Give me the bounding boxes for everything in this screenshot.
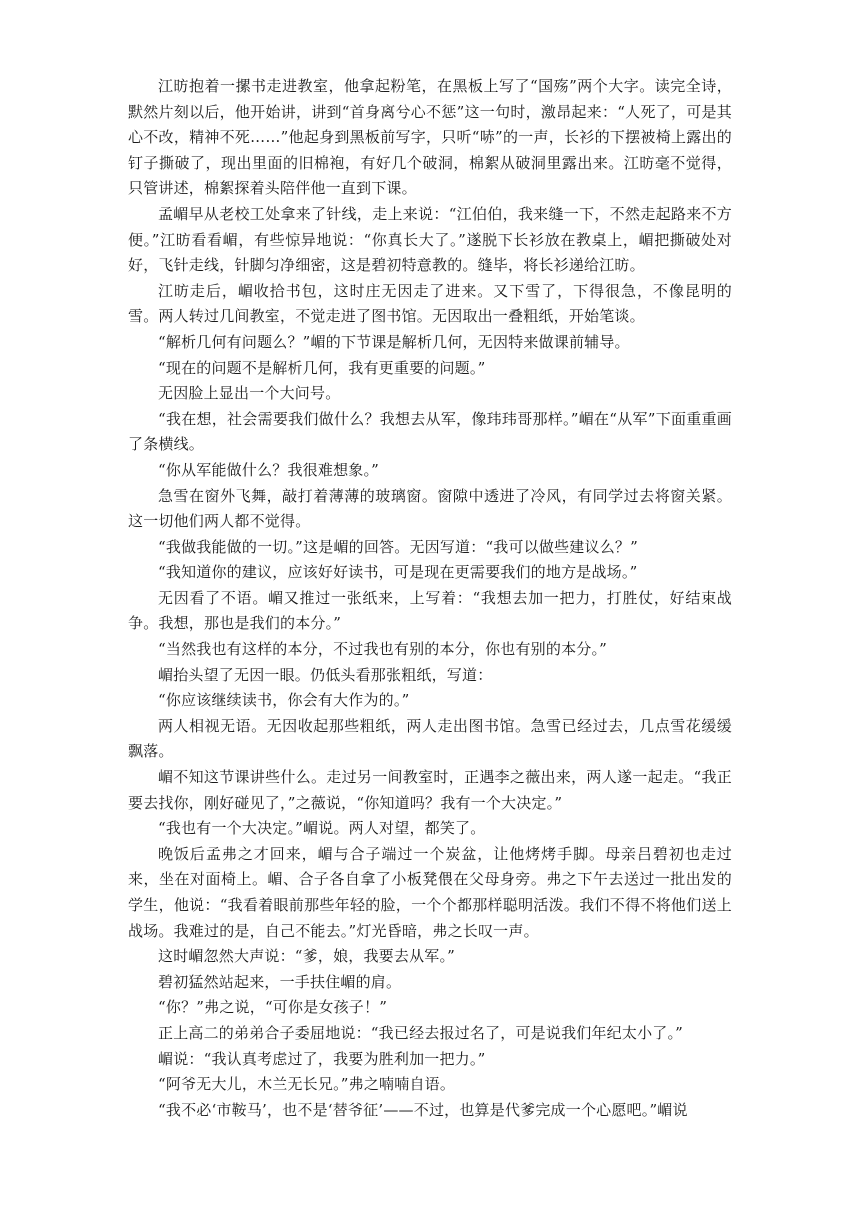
- paragraph: 无因看了不语。嵋又推过一张纸来，上写着：“我想去加一把力，打胜仗，好结束战争。我想，那也是我们的本分。”: [128, 588, 732, 633]
- paragraph: “我在想，社会需要我们做什么？我想去从军，像玮玮哥那样。”嵋在“从军”下面重重画了条横线。: [128, 409, 732, 454]
- paragraph: “现在的问题不是解析几何，我有更重要的问题。”: [158, 358, 486, 377]
- paragraph: 碧初猛然站起来，一手扶住嵋的肩。: [158, 972, 402, 991]
- paragraph: 孟嵋早从老校工处拿来了针线，走上来说：“江伯伯，我来缝一下，不然走起路来不方便。”江昉看看嵋，有些惊异地说：“你真长大了。”遂脱下长衫放在教桌上，嵋把撕破处对好，飞针走线，针脚匀净细密，这是碧初特意教的。缝毕，将长衫递给江昉。: [128, 204, 732, 275]
- paragraph: “你应该继续读书，你会有大作为的。”: [158, 691, 410, 710]
- paragraph: 这时嵋忽然大声说：“爹，娘，我要去从军。”: [158, 947, 456, 966]
- article-body: [128, 74, 732, 1123]
- paragraph: “我知道你的建议，应该好好读书，可是现在更需要我们的地方是战场。”: [158, 563, 638, 582]
- paragraph: “我做我能做的一切。”这是嵋的回答。无因写道：“我可以做些建议么？”: [158, 537, 638, 556]
- paragraph: “阿爷无大儿，木兰无长兄。”弗之喃喃自语。: [158, 1075, 456, 1094]
- paragraph: “你从军能做什么？我很难想象。”: [158, 460, 380, 479]
- paragraph: 急雪在窗外飞舞，敲打着薄薄的玻璃窗。窗隙中透进了冷风，有同学过去将窗关紧。这一切他们两人都不觉得。: [128, 486, 732, 531]
- paragraph: “解析几何有问题么？”嵋的下节课是解析几何，无因特来做课前辅导。: [158, 332, 630, 351]
- paragraph: 正上高二的弟弟合子委屈地说：“我已经去报过名了，可是说我们年纪太小了。”: [158, 1023, 684, 1042]
- paragraph: 两人相视无语。无因收起那些粗纸，两人走出图书馆。急雪已经过去，几点雪花缓缓飘落。: [128, 716, 732, 761]
- paragraph: “我不必‘市鞍马’，也不是‘替爷征’——不过，也算是代爹完成一个心愿吧。”嵋说: [158, 1100, 688, 1119]
- paragraph: 江昉抱着一摞书走进教室，他拿起粉笔，在黑板上写了“国殇”两个大字。读完全诗，默然片刻以后，他开始讲，讲到“首身离兮心不惩”这一句时，激昂起来：“人死了，可是其心不改，精神不死……”他起身到黑板前写字，只听“哧”的一声，长衫的下摆被椅上露出的钉子撕破了，现出里面的旧棉袍，有好几个破洞，棉絮从破洞里露出来。江昉毫不觉得，只管讲述，棉絮探着头陪伴他一直到下课。: [128, 77, 732, 198]
- paragraph: 嵋抬头望了无因一眼。仍低头看那张粗纸，写道：: [158, 665, 493, 684]
- paragraph: 嵋不知这节课讲些什么。走过另一间教室时，正遇李之薇出来，两人遂一起走。“我正要去找你，刚好碰见了，”之薇说，“你知道吗？我有一个大决定。”: [128, 768, 732, 812]
- paragraph: 嵋说：“我认真考虑过了，我要为胜利加一把力。”: [158, 1049, 486, 1068]
- paragraph: “当然我也有这样的本分，不过我也有别的本分，你也有别的本分。”: [158, 640, 608, 659]
- paragraph: 晚饭后孟弗之才回来，嵋与合子端过一个炭盆，让他烤烤手脚。母亲吕碧初也走过来，坐在对面椅上。嵋、合子各自拿了小板凳偎在父母身旁。弗之下午去送过一批出发的学生，他说：“我看着眼前那些年轻的脸，一个个都那样聪明活泼。我们不得不将他们送上战场。我难过的是，自己不能去。”灯光昏暗，弗之长叹一声。: [128, 844, 732, 940]
- paragraph: 江昉走后，嵋收拾书包，这时庄无因走了进来。又下雪了，下得很急，不像昆明的雪。两人转过几间教室，不觉走进了图书馆。无因取出一叠粗纸，开始笔谈。: [128, 281, 732, 326]
- paragraph: “你？”弗之说，“可你是女孩子！”: [158, 998, 388, 1017]
- paragraph: “我也有一个大决定。”嵋说。两人对望，都笑了。: [158, 819, 486, 838]
- paragraph: 无因脸上显出一个大问号。: [158, 384, 341, 403]
